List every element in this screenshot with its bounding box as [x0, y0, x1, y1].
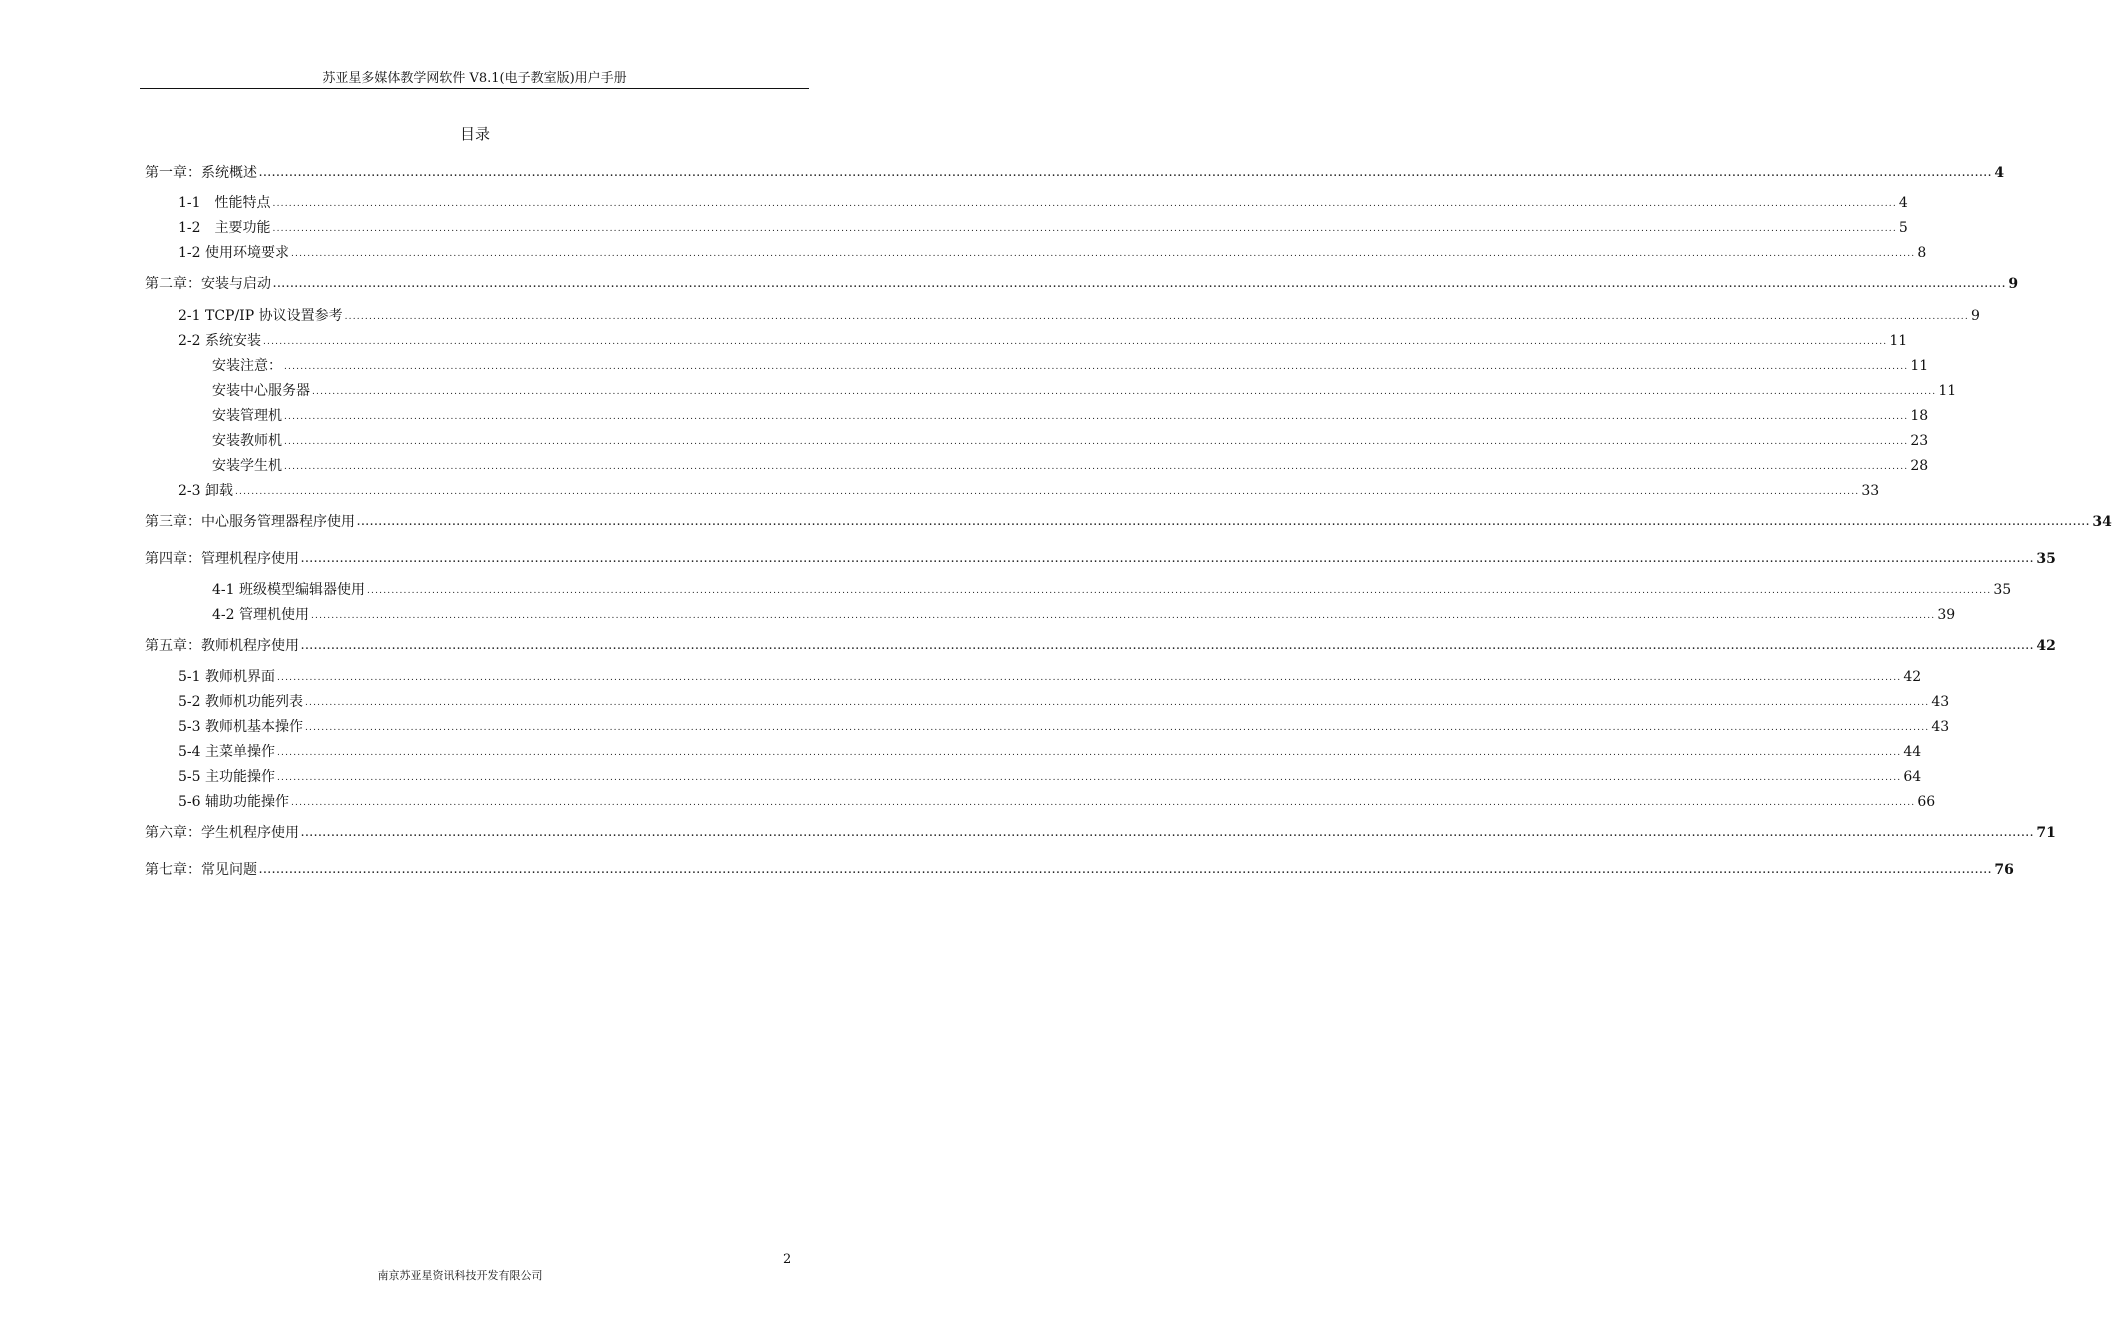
toc-entry-label: 安装中心服务器 [212, 383, 310, 399]
toc-entry-page: 64 [1903, 769, 1922, 785]
toc-entry-label: 5-3 教师机基本操作 [178, 719, 303, 735]
leader-dots: ................................................................................................................................................................................................................................................................................................................................................................................................................ [277, 673, 1902, 683]
toc-entry-page: 11 [1910, 358, 1929, 374]
leader-dots: ................................................................................................................................................................................................................................................................................................................................................................................................................ [311, 611, 1936, 621]
toc-entry-page: 39 [1937, 607, 1956, 623]
toc-entry-install-teacher[interactable] [212, 428, 1929, 450]
toc-entry-label: 4-1 班级模型编辑器使用 [212, 582, 365, 598]
toc-entry-4-2[interactable] [212, 602, 1956, 624]
toc-entry-page: 9 [1970, 308, 1980, 324]
toc-entry-2-1[interactable] [178, 303, 1980, 325]
toc-entry-install-notes[interactable] [212, 353, 1929, 375]
toc-entry-label: 2-3 卸载 [178, 483, 233, 499]
leader-dots: ................................................................................................................................................................................................................................................................................................................................................................................................................ [301, 829, 2035, 839]
leader-dots: ................................................................................................................................................................................................................................................................................................................................................................................................................ [357, 518, 2091, 528]
toc-entry-1-1[interactable] [178, 190, 1908, 212]
toc-entry-label: 第一章：系统概述 [145, 165, 257, 181]
toc-entry-page: 5 [1898, 220, 1908, 236]
toc-entry-5-3[interactable] [178, 714, 1950, 736]
toc-entry-page: 71 [2036, 825, 2056, 841]
header-rule [140, 88, 809, 89]
toc-entry-page: 23 [1910, 433, 1929, 449]
toc-entry-page: 43 [1931, 719, 1950, 735]
toc-entry-label: 5-2 教师机功能列表 [178, 694, 303, 710]
leader-dots: ................................................................................................................................................................................................................................................................................................................................................................................................................ [291, 798, 1916, 808]
toc-entry-1-2[interactable] [178, 215, 1908, 237]
leader-dots: ................................................................................................................................................................................................................................................................................................................................................................................................................ [301, 642, 2035, 652]
toc-entry-page: 44 [1903, 744, 1922, 760]
toc-entry-page: 28 [1910, 458, 1929, 474]
leader-dots: ................................................................................................................................................................................................................................................................................................................................................................................................................ [277, 773, 1902, 783]
toc-entry-install-student[interactable] [212, 453, 1929, 475]
leader-dots: ................................................................................................................................................................................................................................................................................................................................................................................................................ [305, 698, 1930, 708]
toc-entry-page: 18 [1910, 408, 1929, 424]
toc-entry-chapter-3[interactable] [145, 509, 2112, 531]
toc-entry-label: 安装学生机 [212, 458, 282, 474]
leader-dots: ................................................................................................................................................................................................................................................................................................................................................................................................................ [259, 169, 1993, 179]
leader-dots: ................................................................................................................................................................................................................................................................................................................................................................................................................ [235, 487, 1860, 497]
leader-dots: ................................................................................................................................................................................................................................................................................................................................................................................................................ [312, 387, 1937, 397]
toc-entry-label: 第三章：中心服务管理器程序使用 [145, 514, 355, 530]
leader-dots: ................................................................................................................................................................................................................................................................................................................................................................................................................ [277, 748, 1902, 758]
toc-entry-label: 安装管理机 [212, 408, 282, 424]
toc-entry-5-1[interactable] [178, 664, 1922, 686]
toc-entry-install-server[interactable] [212, 378, 1957, 400]
toc-entry-page: 43 [1931, 694, 1950, 710]
leader-dots: ................................................................................................................................................................................................................................................................................................................................................................................................................ [344, 312, 1969, 322]
toc-entry-page: 66 [1917, 794, 1936, 810]
toc-entry-5-6[interactable] [178, 789, 1936, 811]
toc-entry-page: 42 [1903, 669, 1922, 685]
toc-entry-label: 安装教师机 [212, 433, 282, 449]
footer-company: 南京苏亚星资讯科技开发有限公司 [377, 1269, 543, 1282]
toc-entry-label: 1-2 主要功能 [178, 220, 271, 236]
toc-entry-2-2[interactable] [178, 328, 1908, 350]
toc-entry-page: 34 [2092, 514, 2112, 530]
toc-entry-label: 1-1 性能特点 [178, 195, 271, 211]
toc-entry-label: 第四章：管理机程序使用 [145, 551, 299, 567]
toc-entry-label: 5-5 主功能操作 [178, 769, 275, 785]
leader-dots: ................................................................................................................................................................................................................................................................................................................................................................................................................ [291, 249, 1916, 259]
toc-entry-chapter-4[interactable] [145, 546, 2056, 568]
leader-dots: ................................................................................................................................................................................................................................................................................................................................................................................................................ [272, 224, 1897, 234]
toc-entry-label: 2-2 系统安装 [178, 333, 261, 349]
toc-entry-chapter-7[interactable] [145, 857, 2014, 879]
toc-entry-label: 第五章：教师机程序使用 [145, 638, 299, 654]
leader-dots: ................................................................................................................................................................................................................................................................................................................................................................................................................ [272, 199, 1897, 209]
toc-entry-page: 8 [1917, 245, 1927, 261]
leader-dots: ................................................................................................................................................................................................................................................................................................................................................................................................................ [273, 280, 2007, 290]
toc-entry-chapter-5[interactable] [145, 633, 2056, 655]
toc-entry-label: 5-1 教师机界面 [178, 669, 275, 685]
toc-entry-page: 11 [1938, 383, 1957, 399]
leader-dots: ................................................................................................................................................................................................................................................................................................................................................................................................................ [367, 586, 1992, 596]
leader-dots: ................................................................................................................................................................................................................................................................................................................................................................................................................ [284, 362, 1909, 372]
toc-entry-5-5[interactable] [178, 764, 1922, 786]
toc-entry-page: 4 [1994, 165, 2005, 181]
leader-dots: ................................................................................................................................................................................................................................................................................................................................................................................................................ [305, 723, 1930, 733]
leader-dots: ................................................................................................................................................................................................................................................................................................................................................................................................................ [284, 462, 1909, 472]
toc-entry-page: 4 [1898, 195, 1908, 211]
toc-entry-chapter-2[interactable] [145, 271, 2019, 293]
toc-entry-label: 安装注意： [212, 358, 282, 374]
toc-title: 目录 [459, 125, 490, 143]
toc-entry-label: 1-2 使用环境要求 [178, 245, 289, 261]
toc-entry-5-2[interactable] [178, 689, 1950, 711]
toc-entry-2-3[interactable] [178, 478, 1880, 500]
leader-dots: ................................................................................................................................................................................................................................................................................................................................................................................................................ [259, 866, 1993, 876]
toc-entry-label: 2-1 TCP/IP 协议设置参考 [178, 308, 343, 324]
toc-entry-chapter-6[interactable] [145, 820, 2056, 842]
toc-entry-4-1[interactable] [212, 577, 2012, 599]
toc-entry-label: 第七章：常见问题 [145, 862, 257, 878]
leader-dots: ................................................................................................................................................................................................................................................................................................................................................................................................................ [284, 437, 1909, 447]
leader-dots: ................................................................................................................................................................................................................................................................................................................................................................................................................ [284, 412, 1909, 422]
page-number: 2 [783, 1252, 792, 1267]
toc-entry-label: 5-4 主菜单操作 [178, 744, 275, 760]
toc-entry-page: 35 [2036, 551, 2056, 567]
toc-entry-1-2b[interactable] [178, 240, 1927, 262]
leader-dots: ................................................................................................................................................................................................................................................................................................................................................................................................................ [301, 555, 2035, 565]
toc-entry-label: 4-2 管理机使用 [212, 607, 309, 623]
toc-entry-5-4[interactable] [178, 739, 1922, 761]
toc-entry-page: 42 [2036, 638, 2056, 654]
toc-entry-install-admin[interactable] [212, 403, 1929, 425]
toc-entry-chapter-1[interactable] [145, 160, 2005, 182]
toc-entry-page: 33 [1861, 483, 1880, 499]
toc-entry-page: 11 [1889, 333, 1908, 349]
toc-entry-page: 76 [1994, 862, 2014, 878]
toc-entry-page: 9 [2008, 276, 2019, 292]
toc-entry-label: 第二章：安装与启动 [145, 276, 271, 292]
toc-entry-label: 5-6 辅助功能操作 [178, 794, 289, 810]
toc-entry-page: 35 [1993, 582, 2012, 598]
leader-dots: ................................................................................................................................................................................................................................................................................................................................................................................................................ [263, 337, 1888, 347]
running-header: 苏亚星多媒体教学网软件 V8.1(电子教室版)用户手册 [322, 71, 627, 86]
toc-entry-label: 第六章：学生机程序使用 [145, 825, 299, 841]
